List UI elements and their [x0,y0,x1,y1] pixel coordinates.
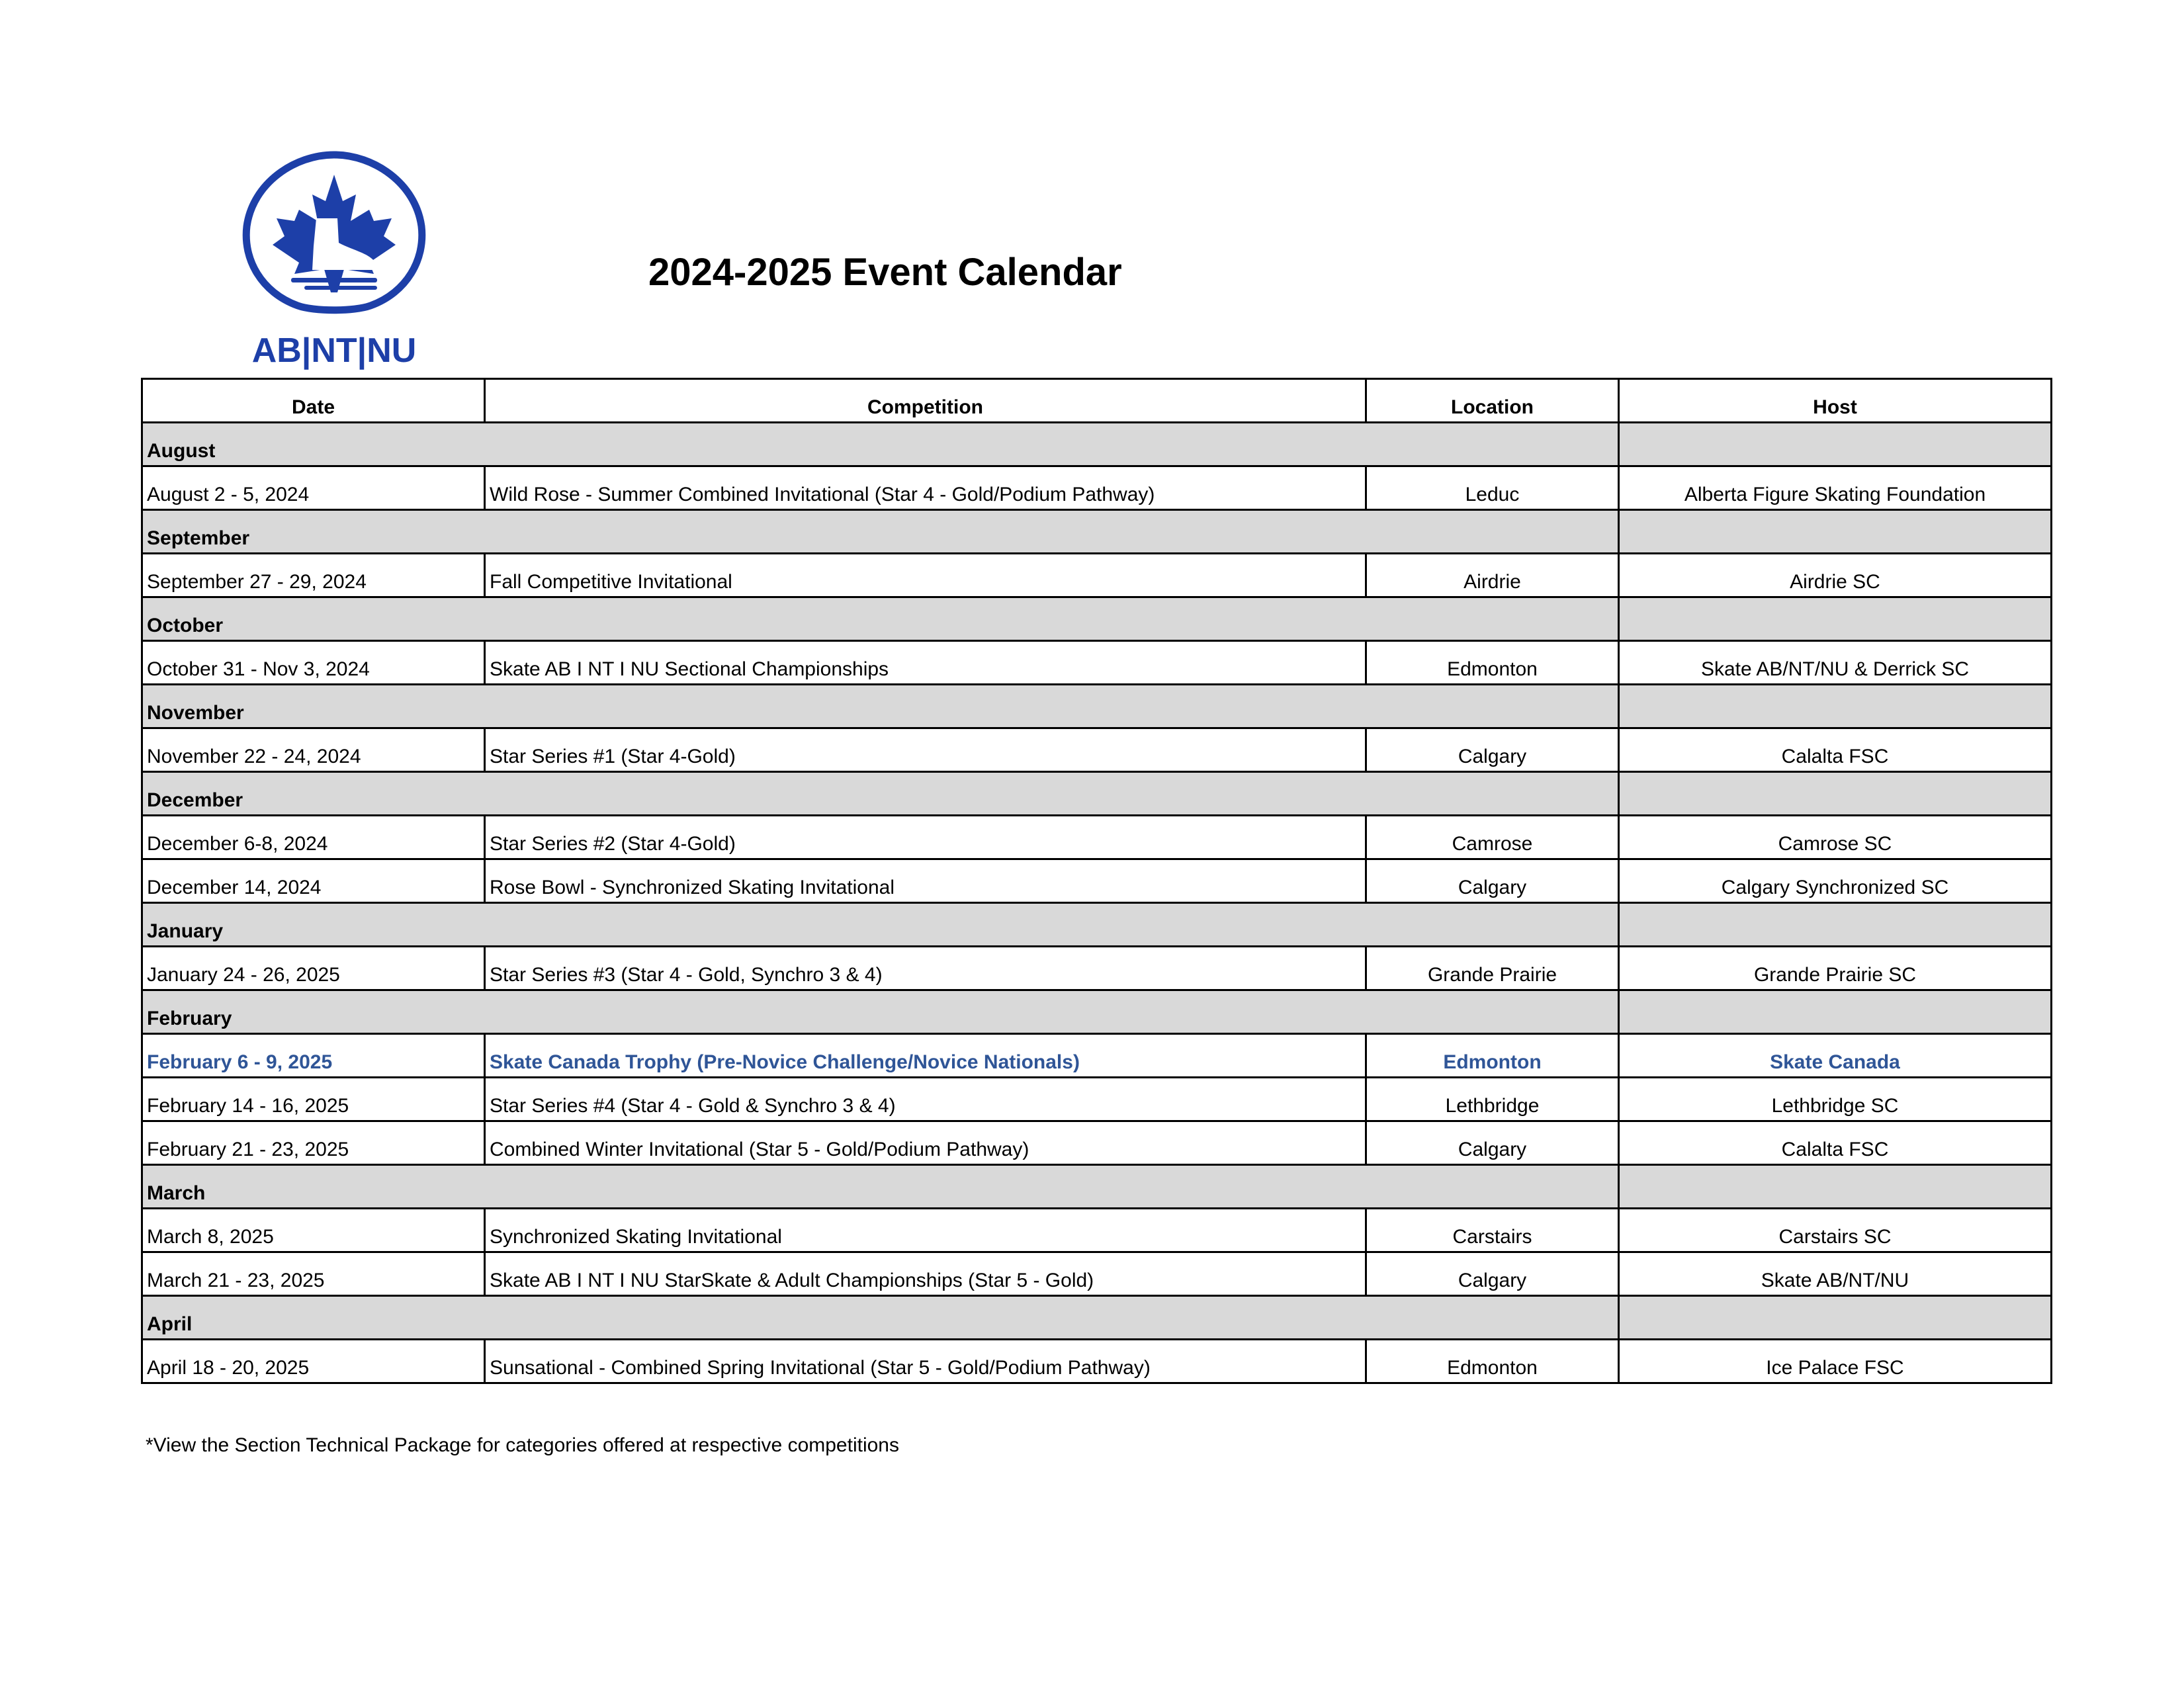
maple-leaf-skate-icon [238,147,430,372]
host-cell: Grande Prairie SC [1619,947,2052,990]
competition-cell: Star Series #3 (Star 4 - Gold, Synchro 3 & 4) [485,947,1366,990]
location-cell: Carstairs [1366,1209,1619,1252]
page-title: 2024-2025 Event Calendar [648,251,1122,294]
date-cell: December 14, 2024 [142,859,485,903]
date-cell: February 6 - 9, 2025 [142,1034,485,1078]
event-row [142,466,2052,510]
date-cell: September 27 - 29, 2024 [142,554,485,597]
date-cell: February 14 - 16, 2025 [142,1078,485,1121]
host-cell: Alberta Figure Skating Foundation [1619,466,2052,510]
date-column-header: Date [142,379,485,423]
location-cell: Leduc [1366,466,1619,510]
competition-column-header: Competition [485,379,1366,423]
event-row [142,1121,2052,1165]
host-cell: Ice Palace FSC [1619,1340,2052,1383]
date-cell: April 18 - 20, 2025 [142,1340,485,1383]
host-cell: Skate AB/NT/NU & Derrick SC [1619,641,2052,685]
month-row [142,1296,2052,1340]
event-row [142,554,2052,597]
location-cell: Camrose [1366,816,1619,859]
month-label: November [142,685,1619,728]
date-cell: August 2 - 5, 2024 [142,466,485,510]
location-cell: Calgary [1366,728,1619,772]
date-cell: March 21 - 23, 2025 [142,1252,485,1296]
month-host-cell [1619,772,2052,816]
event-row [142,1078,2052,1121]
host-cell: Calalta FSC [1619,728,2052,772]
month-row [142,685,2052,728]
date-cell: March 8, 2025 [142,1209,485,1252]
host-column-header: Host [1619,379,2052,423]
host-cell: Carstairs SC [1619,1209,2052,1252]
month-host-cell [1619,510,2052,554]
host-cell: Calgary Synchronized SC [1619,859,2052,903]
host-cell: Camrose SC [1619,816,2052,859]
location-column-header: Location [1366,379,1619,423]
event-row [142,859,2052,903]
competition-cell: Fall Competitive Invitational [485,554,1366,597]
competition-cell: Star Series #1 (Star 4-Gold) [485,728,1366,772]
month-row [142,990,2052,1034]
month-host-cell [1619,1296,2052,1340]
event-row [142,1340,2052,1383]
date-cell: October 31 - Nov 3, 2024 [142,641,485,685]
event-row [142,728,2052,772]
location-cell: Lethbridge [1366,1078,1619,1121]
competition-cell: Skate AB I NT I NU StarSkate & Adult Championships (Star 5 - Gold) [485,1252,1366,1296]
month-label: March [142,1165,1619,1209]
host-cell: Airdrie SC [1619,554,2052,597]
month-host-cell [1619,1165,2052,1209]
date-cell: December 6-8, 2024 [142,816,485,859]
month-host-cell [1619,903,2052,947]
month-row [142,423,2052,466]
month-label: January [142,903,1619,947]
event-row [142,1252,2052,1296]
skate-ab-nt-nu-logo [238,147,430,372]
competition-cell: Wild Rose - Summer Combined Invitational (Star 4 - Gold/Podium Pathway) [485,466,1366,510]
location-cell: Calgary [1366,859,1619,903]
month-label: September [142,510,1619,554]
month-row [142,1165,2052,1209]
competition-cell: Star Series #2 (Star 4-Gold) [485,816,1366,859]
date-cell: January 24 - 26, 2025 [142,947,485,990]
month-row [142,597,2052,641]
month-row [142,903,2052,947]
month-host-cell [1619,597,2052,641]
competition-cell: Rose Bowl - Synchronized Skating Invitational [485,859,1366,903]
date-cell: November 22 - 24, 2024 [142,728,485,772]
event-row [142,1209,2052,1252]
location-cell: Edmonton [1366,1034,1619,1078]
footnote: *View the Section Technical Package for categories offered at respective competitions [146,1434,899,1456]
host-cell: Lethbridge SC [1619,1078,2052,1121]
competition-cell: Combined Winter Invitational (Star 5 - Gold/Podium Pathway) [485,1121,1366,1165]
event-row [142,1034,2052,1078]
host-cell: Calalta FSC [1619,1121,2052,1165]
location-cell: Airdrie [1366,554,1619,597]
month-label: October [142,597,1619,641]
svg-text:AB|NT|NU: AB|NT|NU [251,331,417,370]
competition-cell: Skate AB I NT I NU Sectional Championships [485,641,1366,685]
month-host-cell [1619,685,2052,728]
location-cell: Calgary [1366,1121,1619,1165]
competition-cell: Star Series #4 (Star 4 - Gold & Synchro 3 & 4) [485,1078,1366,1121]
event-row [142,947,2052,990]
host-cell: Skate AB/NT/NU [1619,1252,2052,1296]
month-host-cell [1619,990,2052,1034]
month-label: December [142,772,1619,816]
event-calendar-table [141,378,2052,1384]
competition-cell: Synchronized Skating Invitational [485,1209,1366,1252]
host-cell: Skate Canada [1619,1034,2052,1078]
location-cell: Calgary [1366,1252,1619,1296]
table-header-row [142,379,2052,423]
competition-cell: Sunsational - Combined Spring Invitational (Star 5 - Gold/Podium Pathway) [485,1340,1366,1383]
date-cell: February 21 - 23, 2025 [142,1121,485,1165]
location-cell: Edmonton [1366,1340,1619,1383]
location-cell: Edmonton [1366,641,1619,685]
month-label: August [142,423,1619,466]
month-host-cell [1619,423,2052,466]
event-row [142,816,2052,859]
location-cell: Grande Prairie [1366,947,1619,990]
month-row [142,772,2052,816]
month-label: February [142,990,1619,1034]
month-row [142,510,2052,554]
competition-cell: Skate Canada Trophy (Pre-Novice Challenge/Novice Nationals) [485,1034,1366,1078]
month-label: April [142,1296,1619,1340]
event-row [142,641,2052,685]
